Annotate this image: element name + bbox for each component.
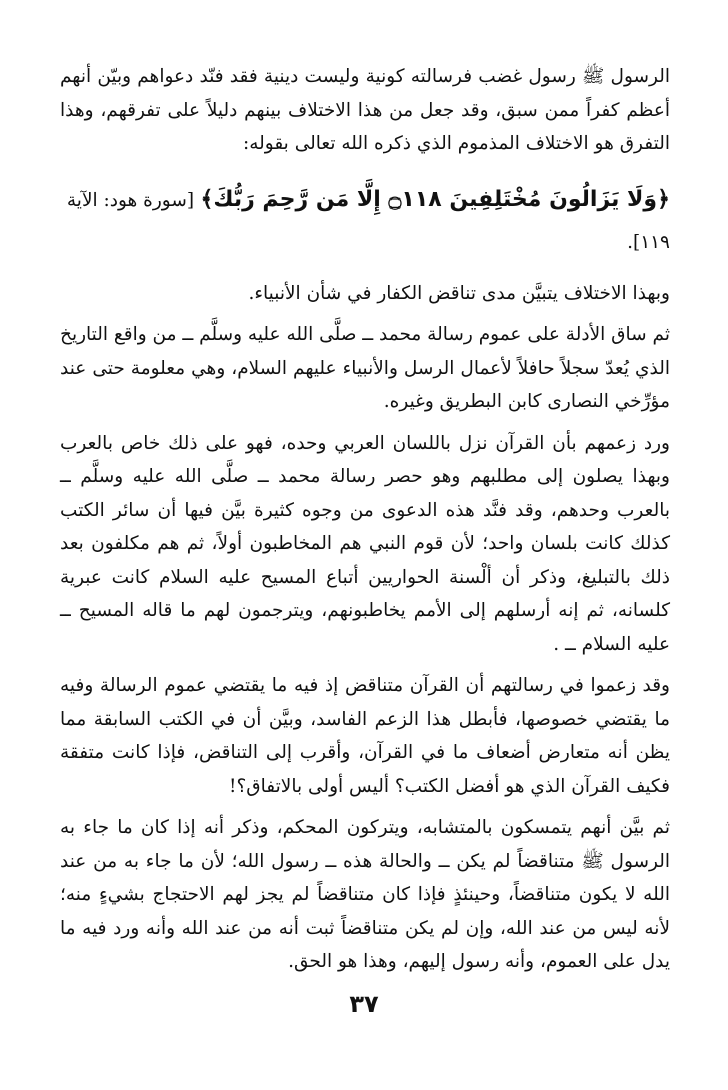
paragraph-4: وقد زعموا في رسالتهم أن القرآن متناقض إذ فيه ما يقتضي عموم الرسالة وفيه ما يقتضي خصوصها، فأبطل هذا الزعم الفاسد، وبيَّن أن في الكتب السابقة مما يظن أنه متعارض أضعاف ما في القرآن، وأقرب إلى التناقض، فإذا كانت متفقة فكيف القرآن الذي هو أفضل الكتب؟ أليس أولى بالاتفاق؟! [60,675,670,797]
page-number: ٣٧ [349,990,379,1018]
quran-verse-line [60,179,670,263]
paragraph-5: ثم بيَّن أنهم يتمسكون بالمتشابه، ويتركون المحكم، وذكر أنه إذا كان ما جاء به الرسول ﷺ متناقضاً لم يكن ــ والحالة هذه ــ رسول الله؛ لأن ما جاء به من عند الله لا يكون متناقضاً، وحينئذٍ فإذا كان متناقضاً لم يجز لهم الاحتجاج بشيءٍ منه؛ لأنه ليس من عند الله، وإن لم يكن متناقضاً ثبت أنه من عند الله وأنه ورد فيه ما يدل على العموم، وأنه رسول إليهم، وهذا هو الحق. [60,817,670,972]
quran-verse: ﴿وَلَا يَزَالُونَ مُخْتَلِفِينَ ۝١١٨ إِلَّا مَن رَّحِمَ رَبُّكَ﴾ [200,186,670,212]
paragraph-3: ورد زعمهم بأن القرآن نزل باللسان العربي وحده، فهو على ذلك خاص بالعرب وبهذا يصلون إلى مطلبهم وهو حصر رسالة محمد ــ صلَّى الله عليه وسلَّم ــ بالعرب وحدهم، وقد فنَّد هذه الدعوى من وجوه كثيرة بيَّن فيها أن سائر الكتب كذلك كانت بلسان واحد؛ لأن قوم النبي هم المخاطبون أولاً، ثم هم مكلفون بعد ذلك بالتبليغ، وذكر أن ألْسنة الحواريين أتباع المسيح عليه السلام كانت عبرية كلسانه، ثم إنه أرسلهم إلى الأمم يخاطبونهم، ويترجمون لهم ما قاله المسيح ــ عليه السلام ــ . [60,432,670,655]
verse-reference: [سورة هود: الآية ١١٩]. [66,189,670,253]
paragraph-1: وبهذا الاختلاف يتبيَّن مدى تناقض الكفار في شأن الأنبياء. [248,282,670,304]
paragraph-intro: الرسول ﷺ رسول غضب فرسالته كونية وليست دينية فقد فنّد دعواهم وبيّن أنهم أعظم كفراً ممن سبق، وقد جعل من هذا الاختلاف بينهم دليلاً على تفرقهم، وهذا التفرق هو الاختلاف المذموم الذي ذكره الله تعالى بقوله: [60,66,670,154]
page-body [60,60,670,979]
paragraph-2: ثم ساق الأدلة على عموم رسالة محمد ــ صلَّى الله عليه وسلَّم ــ من واقع التاريخ الذي يُعدّ سجلاً حافلاً لأعمال الرسل والأنبياء عليهم السلام، وهي معلومة حتى عند مؤرِّخي النصارى كابن البطريق وغيره. [60,324,670,412]
